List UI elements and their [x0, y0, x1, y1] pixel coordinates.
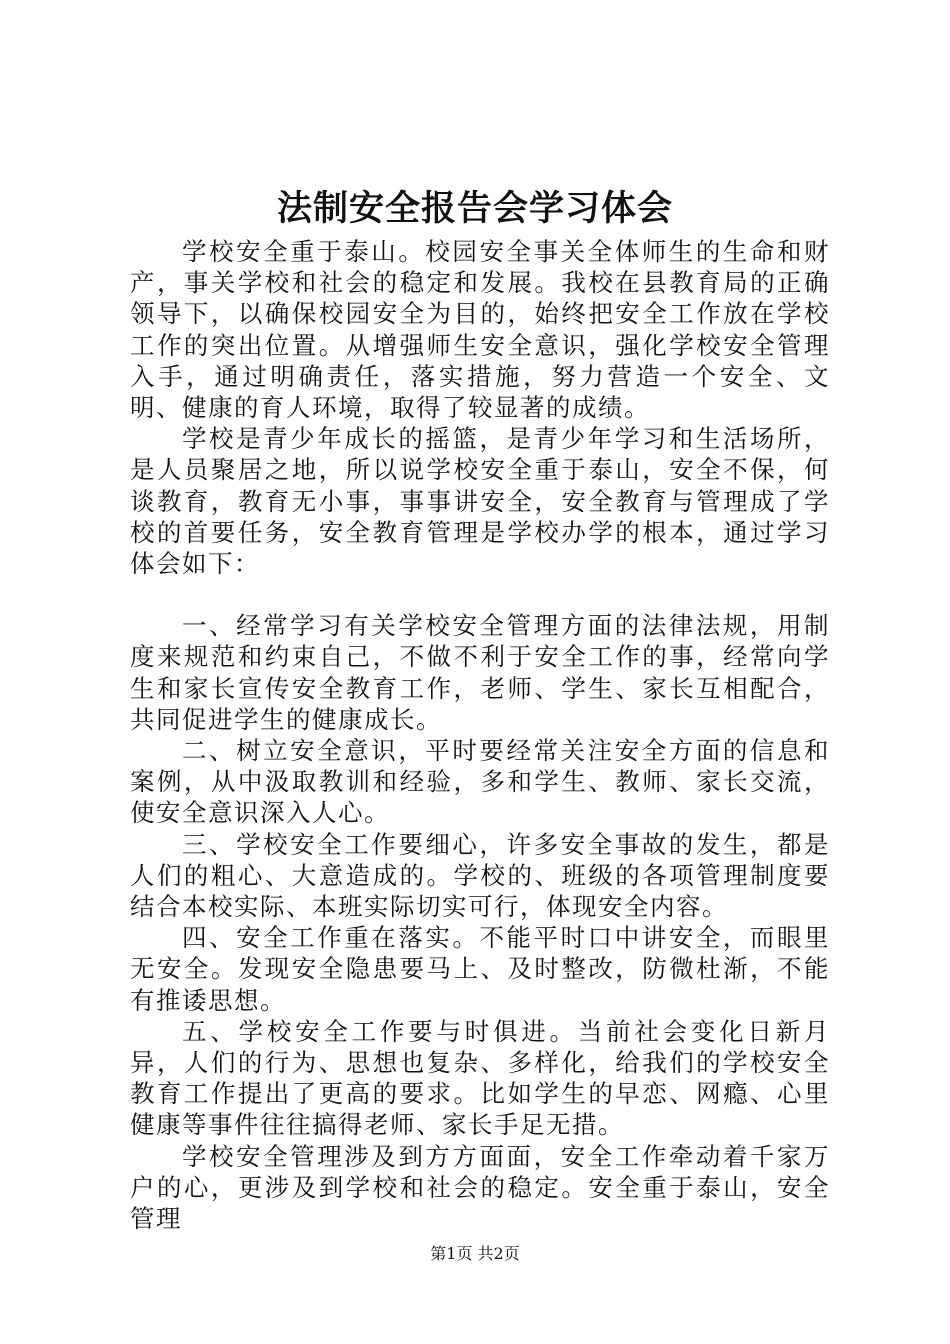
paragraph-point-2: 二、树立安全意识，平时要经常关注安全方面的信息和案例，从中汲取教训和经验，多和学生、教师、家长交流，使安全意识深入人心。: [130, 736, 830, 828]
paragraph-point-3: 三、学校安全工作要细心，许多安全事故的发生，都是人们的粗心、大意造成的。学校的、班级的各项管理制度要结合本校实际、本班实际切实可行，体现安全内容。: [130, 829, 830, 922]
paragraph-overview: 学校是青少年成长的摇篮，是青少年学习和生活场所，是人员聚居之地，所以说学校安全重于泰山，安全不保，何谈教育，教育无小事，事事讲安全，安全教育与管理成了学校的首要任务，安全教育管理是学校办学的根本，通过学习体会如下：: [130, 424, 830, 579]
paragraph-point-4: 四、安全工作重在落实。不能平时口中讲安全，而眼里无安全。发现安全隐患要马上、及时整改，防微杜渐，不能有推诿思想。: [130, 923, 830, 1015]
document-title: 法制安全报告会学习体会: [276, 188, 673, 229]
page-footer: 第1页 共2页: [430, 1244, 520, 1263]
paragraph-intro: 学校安全重于泰山。校园安全事关全体师生的生命和财产，事关学校和社会的稳定和发展。我校在县教育局的正确领导下，以确保校园安全为目的，始终把安全工作放在学校工作的突出位置。从增强师生安全意识，强化学校安全管理入手，通过明确责任，落实措施，努力营造一个安全、文明、健康的育人环境，取得了较显著的成绩。: [130, 237, 830, 423]
paragraph-point-1: 一、经常学习有关学校安全管理方面的法律法规，用制度来规范和约束自己，不做不利于安全工作的事，经常向学生和家长宣传安全教育工作，老师、学生、家长互相配合，共同促进学生的健康成长。: [130, 611, 830, 734]
paragraph-conclusion: 学校安全管理涉及到方方面面，安全工作牵动着千家万户的心，更涉及到学校和社会的稳定。安全重于泰山，安全管理: [130, 1141, 830, 1234]
document-body: [130, 236, 830, 1234]
paragraph-point-5: 五、学校安全工作要与时俱进。当前社会变化日新月异，人们的行为、思想也复杂、多样化，给我们的学校安全教育工作提出了更高的要求。比如学生的早恋、网瘾、心里健康等事件往往搞得老师、家长手足无措。: [130, 1016, 830, 1140]
